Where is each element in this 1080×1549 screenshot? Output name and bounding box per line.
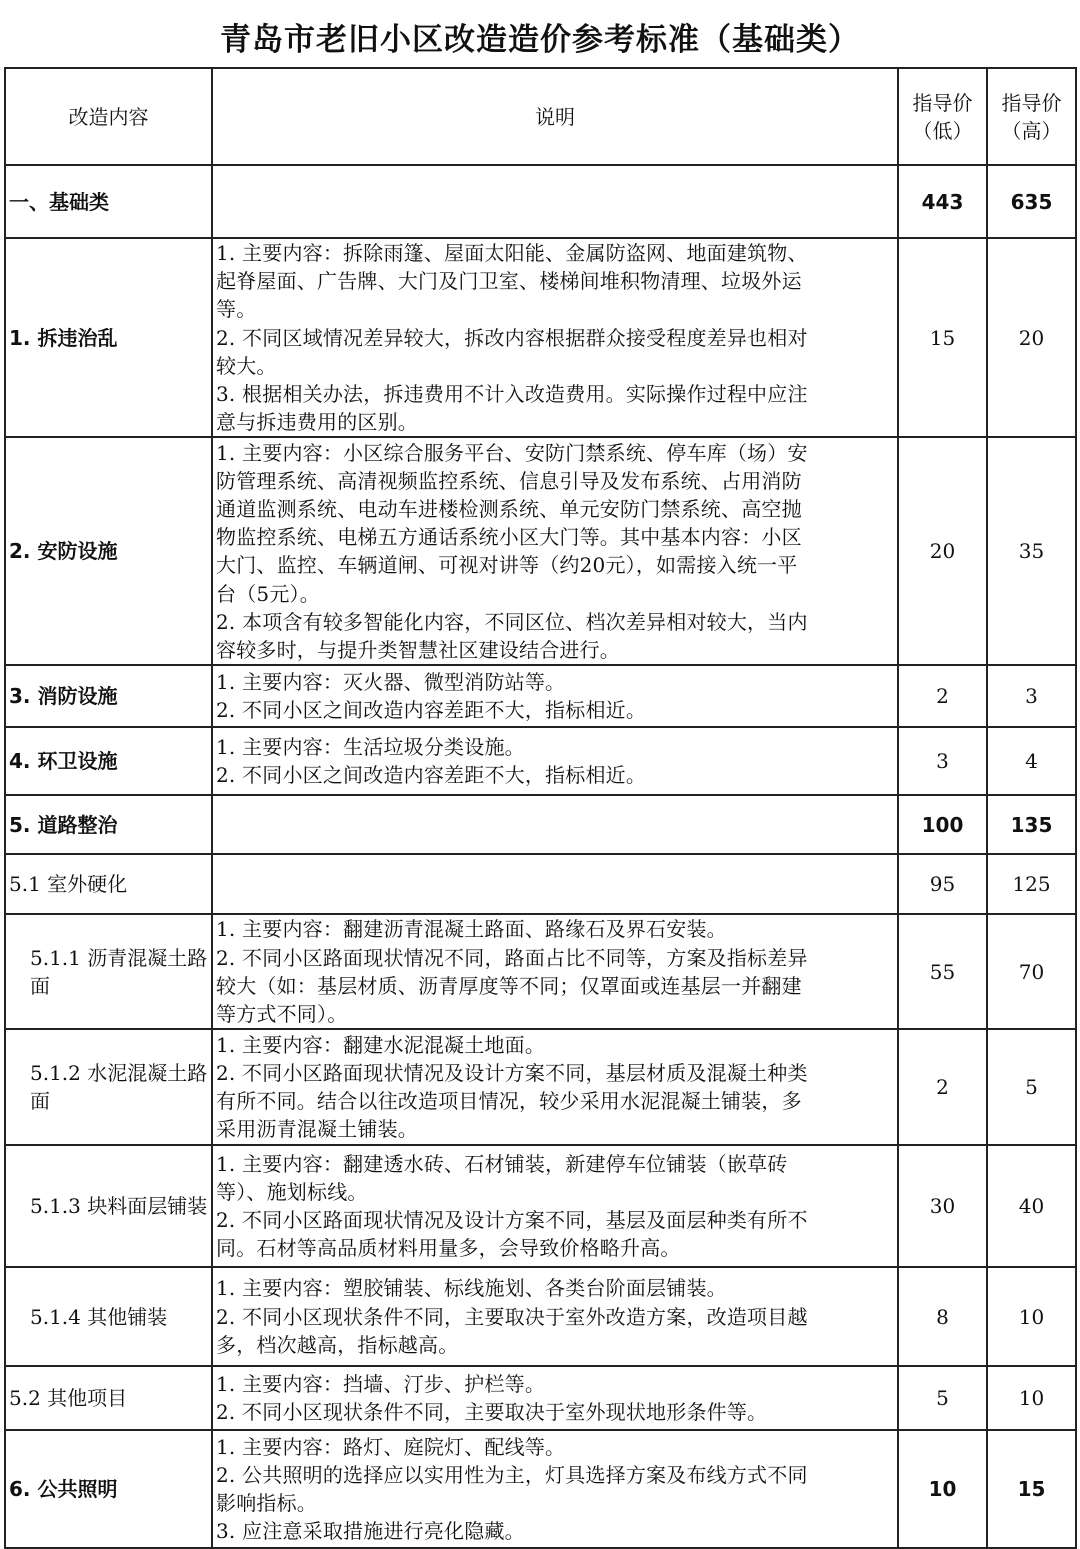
description-line: 采用沥青混凝土铺装。: [216, 1117, 418, 1142]
price-high: 135: [987, 795, 1076, 854]
row-description: [212, 1267, 898, 1366]
description-line: 3. 应注意采取措施进行亮化隐藏。: [216, 1519, 525, 1544]
row-description: [212, 854, 898, 914]
table-row: [5, 1145, 1076, 1267]
description-line: 有所不同。结合以往改造项目情况，较少采用水泥混凝土铺装，多: [216, 1089, 802, 1114]
row-description: [212, 437, 898, 665]
row-name: 5.1.2 水泥混凝土路面: [5, 1029, 212, 1145]
price-low: 95: [898, 854, 987, 914]
header-low: [898, 68, 987, 165]
price-low: 2: [898, 665, 987, 727]
price-table: [4, 67, 1077, 1549]
price-low: 10: [898, 1430, 987, 1548]
price-high: 4: [987, 727, 1076, 795]
description-line: 影响指标。: [216, 1491, 317, 1516]
header-high-line2: （高）: [1001, 118, 1062, 143]
price-low: 8: [898, 1267, 987, 1366]
price-high: 40: [987, 1145, 1076, 1267]
description-line: 物监控系统、电梯五方通话系统小区大门等。其中基本内容：小区: [216, 525, 802, 550]
price-low: 30: [898, 1145, 987, 1267]
row-description: [212, 1029, 898, 1145]
row-name: 2. 安防设施: [5, 437, 212, 665]
price-low: 100: [898, 795, 987, 854]
header-row: [5, 68, 1076, 165]
row-name: 1. 拆违治乱: [5, 238, 212, 437]
description-line: 2. 不同小区现状条件不同，主要取决于室外改造方案，改造项目越: [216, 1304, 808, 1329]
description-line: 2. 本项含有较多智能化内容，不同区位、档次差异相对较大，当内: [216, 609, 808, 634]
description-line: 2. 不同小区路面现状情况不同，路面占比不同等，方案及指标差异: [216, 945, 808, 970]
description-line: 通道监测系统、电动车进楼检测系统、单元安防门禁系统、高空抛: [216, 497, 802, 522]
row-name: 一、基础类: [5, 165, 212, 238]
table-row: [5, 165, 1076, 238]
price-high: 125: [987, 854, 1076, 914]
description-line: 等）、施划标线。: [216, 1180, 368, 1205]
description-line: 多，档次越高，指标越高。: [216, 1332, 459, 1357]
price-low: 3: [898, 727, 987, 795]
description-line: 等方式不同）。: [216, 1002, 348, 1027]
description-line: 等。: [216, 297, 257, 322]
description-line: 1. 主要内容：翻建水泥混凝土地面。: [216, 1032, 546, 1057]
header-desc: 说明: [212, 68, 898, 165]
table-row: [5, 914, 1076, 1029]
description-line: 防管理系统、高清视频监控系统、信息引导及发布系统、占用消防: [216, 468, 802, 493]
price-low: 15: [898, 238, 987, 437]
row-name: 5.1 室外硬化: [5, 854, 212, 914]
description-line: 2. 不同区域情况差异较大，拆改内容根据群众接受程度差异也相对: [216, 325, 808, 350]
price-high: 70: [987, 914, 1076, 1029]
description-line: 1. 主要内容：翻建透水砖、石材铺装，新建停车位铺装（嵌草砖: [216, 1151, 788, 1176]
table-row: [5, 1267, 1076, 1366]
description-line: 1. 主要内容：挡墙、汀步、护栏等。: [216, 1372, 546, 1397]
table-row: [5, 437, 1076, 665]
table-row: [5, 1366, 1076, 1430]
description-line: 容较多时，与提升类智慧社区建设结合进行。: [216, 638, 620, 663]
table-row: [5, 1430, 1076, 1548]
description-line: 1. 主要内容：小区综合服务平台、安防门禁系统、停车库（场）安: [216, 440, 808, 465]
description-line: 2. 公共照明的选择应以实用性为主，灯具选择方案及布线方式不同: [216, 1463, 808, 1488]
table-row: [5, 727, 1076, 795]
description-line: 2. 不同小区之间改造内容差距不大，指标相近。: [216, 763, 647, 788]
price-high: 5: [987, 1029, 1076, 1145]
row-description: [212, 1430, 898, 1548]
description-line: 大门、监控、车辆道闸、可视对讲等（约20元），如需接入统一平: [216, 553, 798, 578]
row-description: [212, 165, 898, 238]
description-line: 3. 根据相关办法，拆违费用不计入改造费用。实际操作过程中应注: [216, 382, 808, 407]
description-line: 1. 主要内容：路灯、庭院灯、配线等。: [216, 1434, 566, 1459]
row-description: [212, 914, 898, 1029]
row-description: [212, 727, 898, 795]
row-name: 4. 环卫设施: [5, 727, 212, 795]
description-line: 意与拆违费用的区别。: [216, 410, 418, 435]
price-high: 3: [987, 665, 1076, 727]
row-name: 5.1.3 块料面层铺装: [5, 1145, 212, 1267]
header-high: [987, 68, 1076, 165]
description-line: 2. 不同小区路面现状情况及设计方案不同，基层材质及混凝土种类: [216, 1061, 808, 1086]
header-high-line1: 指导价: [1001, 90, 1062, 115]
row-name: 5. 道路整治: [5, 795, 212, 854]
price-high: 20: [987, 238, 1076, 437]
description-line: 1. 主要内容：灭火器、微型消防站等。: [216, 670, 566, 695]
description-line: 起脊屋面、广告牌、大门及门卫室、楼梯间堆积物清理、垃圾外运: [216, 269, 802, 294]
row-description: [212, 1145, 898, 1267]
header-content: 改造内容: [5, 68, 212, 165]
description-line: 同。石材等高品质材料用量多，会导致价格略升高。: [216, 1236, 681, 1261]
price-high: 10: [987, 1267, 1076, 1366]
row-description: [212, 1366, 898, 1430]
table-row: [5, 665, 1076, 727]
price-low: 2: [898, 1029, 987, 1145]
description-line: 1. 主要内容：翻建沥青混凝土路面、路缘石及界石安装。: [216, 917, 727, 942]
price-low: 443: [898, 165, 987, 238]
description-line: 1. 主要内容：塑胶铺装、标线施划、各类台阶面层铺装。: [216, 1276, 727, 1301]
table-row: [5, 854, 1076, 914]
description-line: 1. 主要内容：生活垃圾分类设施。: [216, 735, 525, 760]
row-name: 3. 消防设施: [5, 665, 212, 727]
price-high: 10: [987, 1366, 1076, 1430]
row-name: 6. 公共照明: [5, 1430, 212, 1548]
page-title: 青岛市老旧小区改造造价参考标准（基础类）: [220, 22, 860, 58]
description-line: 较大。: [216, 353, 277, 378]
description-line: 2. 不同小区路面现状情况及设计方案不同，基层及面层种类有所不: [216, 1208, 808, 1233]
description-line: 台（5元）。: [216, 581, 320, 606]
price-low: 20: [898, 437, 987, 665]
row-name: 5.1.1 沥青混凝土路面: [5, 914, 212, 1029]
row-description: [212, 665, 898, 727]
description-line: 2. 不同小区之间改造内容差距不大，指标相近。: [216, 698, 647, 723]
price-low: 55: [898, 914, 987, 1029]
description-line: 1. 主要内容：拆除雨篷、屋面太阳能、金属防盗网、地面建筑物、: [216, 241, 808, 265]
table-row: [5, 1029, 1076, 1145]
description-line: 2. 不同小区现状条件不同，主要取决于室外现状地形条件等。: [216, 1400, 768, 1425]
row-name: 5.2 其他项目: [5, 1366, 212, 1430]
table-row: [5, 238, 1076, 437]
price-high: 15: [987, 1430, 1076, 1548]
price-high: 35: [987, 437, 1076, 665]
header-low-line1: 指导价: [912, 90, 973, 115]
row-name: 5.1.4 其他铺装: [5, 1267, 212, 1366]
row-description: [212, 795, 898, 854]
table-row: [5, 795, 1076, 854]
description-line: 较大（如：基层材质、沥青厚度等不同；仅罩面或连基层一并翻建: [216, 973, 802, 998]
row-description: [212, 238, 898, 437]
price-low: 5: [898, 1366, 987, 1430]
price-high: 635: [987, 165, 1076, 238]
header-low-line2: （低）: [912, 118, 973, 143]
